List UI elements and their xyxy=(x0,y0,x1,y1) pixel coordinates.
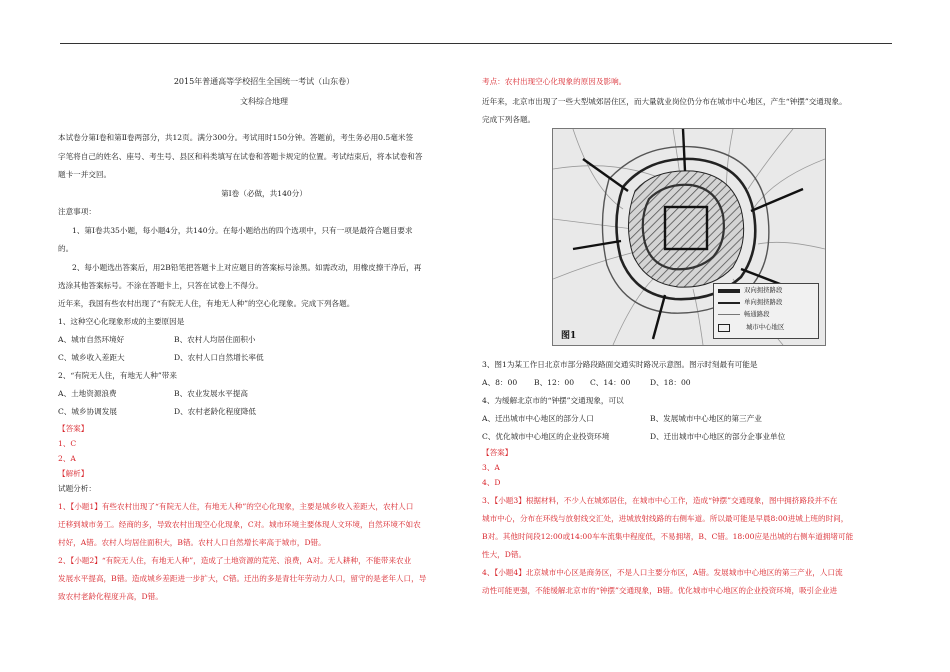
top-rule xyxy=(60,43,892,44)
option-2a: A、土地资源浪费 xyxy=(58,389,117,398)
explanation-line: 村好，A错。农村人均居住面积大，B错。农村人口自然增长率高于城市，D错。 xyxy=(58,538,326,547)
option-1d: D、农村人口自然增长率低 xyxy=(174,353,264,362)
question-3: 3、图1为某工作日北京市部分路段路面交通实时路况示意图。图示时刻最有可能是 xyxy=(482,360,758,369)
kaodian-line: 考点：农村出现空心化现象的原因及影响。 xyxy=(482,77,627,86)
analysis-label: 【解析】 xyxy=(58,469,89,478)
question-2: 2、“有院无人住，有地无人种”带来 xyxy=(58,371,177,380)
explanation-line: 2、【小题2】“有院无人住，有地无人种”，造成了土地资源的荒芜、浪费，A对。无人耕种，不能带来农业 xyxy=(58,556,412,565)
option-2d: D、农村老龄化程度降低 xyxy=(174,407,257,416)
clear-swatch xyxy=(718,314,740,315)
note-line: 的。 xyxy=(58,244,74,253)
explanation-line: 3、【小题3】根据材料，不少人在城郊居住，在城市中心工作，造成“钟摆”交通现象，图中拥挤路段并不在 xyxy=(482,496,838,505)
option-1c: C、城乡收入差距大 xyxy=(58,353,125,362)
legend-two-way xyxy=(718,286,782,295)
map-legend xyxy=(713,283,819,339)
option-2b: B、农业发展水平提高 xyxy=(174,389,248,398)
answer-1: 1、C xyxy=(58,439,77,448)
option-3c: C、14：00 xyxy=(590,378,631,387)
legend-text: 单向拥挤路段 xyxy=(744,298,783,306)
explanation-line: 性大，D错。 xyxy=(482,550,527,559)
explanation-line: 动性可能更强，不能缓解北京市的“钟摆”交通现象，B错。优化城市中心地区的企业投资环境，吸引企业进 xyxy=(482,586,838,595)
paper-title: 2015年普通高等学校招生全国统一考试（山东卷） xyxy=(173,77,355,86)
intro-line: 题卡一并交回。 xyxy=(58,170,112,179)
answer-label: 【答案】 xyxy=(482,448,513,457)
analysis-heading: 试题分析： xyxy=(58,484,96,493)
option-3b: B、12：00 xyxy=(534,378,575,387)
answer-3: 3、A xyxy=(482,463,500,472)
paper-subtitle: 文科综合地理 xyxy=(240,97,288,106)
answer-2: 2、A xyxy=(58,454,76,463)
explanation-line: 城市中心，分布在环线与放射线交汇处，进城放射线路的右侧车道。所以最可能是早晨8:00进城上班的时间， xyxy=(482,514,849,523)
explanation-line: 4、【小题4】北京城市中心区是商务区，不是人口主要分布区，A错。发展城市中心地区的第三产业，人口流 xyxy=(482,568,843,577)
option-2c: C、城乡协调发展 xyxy=(58,407,117,416)
intro-line: 字笔将自己的姓名、座号、考生号、县区和科类填写在试卷和答题卡规定的位置。考试结束后，将本试卷和答 xyxy=(58,152,423,161)
question-stem: 完成下列各题。 xyxy=(482,115,536,124)
option-4a: A、迁出城市中心地区的部分人口 xyxy=(482,414,594,423)
option-4c: C、优化城市中心地区的企业投资环境 xyxy=(482,432,610,441)
one-way-swatch xyxy=(718,302,740,304)
explanation-line: 发展水平提高，B错。造成城乡差距进一步扩大，C错。迁出的多是青壮年劳动力人口，留守的是老年人口，导 xyxy=(58,574,427,583)
note-line: 1、第Ⅰ卷共35小题，每小题4分，共140分。在每小题给出的四个选项中，只有一项是最符合题目要求 xyxy=(72,226,413,235)
intro-line: 本试卷分第Ⅰ卷和第Ⅱ卷两部分，共12页。满分300分。考试用时150分钟。答题前，考生务必用0.5毫米签 xyxy=(58,133,414,142)
note-line: 2、每小题选出答案后，用2B铅笔把答题卡上对应题目的答案标号涂黑。如需改动，用橡皮擦干净后，再 xyxy=(72,263,422,272)
explanation-line: 1、【小题1】有些农村出现了“有院无人住，有地无人种”的空心化现象，主要是城乡收入差距大，农村人口 xyxy=(58,502,414,511)
answer-label: 【答案】 xyxy=(58,424,89,433)
legend-text: 畅通路段 xyxy=(744,310,770,318)
explanation-line: 迁移到城市务工。经商的多，导致农村出现空心化现象，C对。城市环境主要体现人文环境，自然环境不如农 xyxy=(58,520,421,529)
question-stem: 近年来，北京市出现了一些大型城郊居住区，而大量就业岗位仍分布在城市中心地区，产生“钟摆”交通现象。 xyxy=(482,97,847,106)
option-4b: B、发展城市中心地区的第三产业 xyxy=(650,414,762,423)
option-3a: A、8：00 xyxy=(482,378,518,387)
answer-4: 4、D xyxy=(482,478,501,487)
option-3d: D、18：00 xyxy=(650,378,691,387)
notes-heading: 注意事项： xyxy=(58,207,96,216)
explanation-line: B对。其他时间段12:00或14:00车车流集中程度低，不易拥堵，B、C错。18:00应是出城的右侧车道拥堵可能 xyxy=(482,532,854,541)
figure-label: 图1 xyxy=(561,331,577,341)
question-stem: 近年来，我国有些农村出现了“有院无人住，有地无人种”的空心化现象。完成下列各题。 xyxy=(58,299,355,308)
question-4: 4、为缓解北京市的“钟摆”交通现象，可以 xyxy=(482,396,624,405)
option-4d: D、迁出城市中心地区的部分企事业单位 xyxy=(650,432,786,441)
legend-one-way xyxy=(718,298,782,307)
explanation-line: 致农村老龄化程度升高，D错。 xyxy=(58,592,163,601)
question-1: 1、这种空心化现象形成的主要原因是 xyxy=(58,317,185,326)
traffic-map-figure xyxy=(552,128,826,346)
note-line: 选涂其他答案标号。不涂在答题卡上，只答在试卷上不得分。 xyxy=(58,281,264,290)
part1-title: 第Ⅰ卷（必做，共140分） xyxy=(221,189,307,198)
legend-text: 双向拥挤路段 xyxy=(744,286,783,294)
two-way-swatch xyxy=(718,289,740,293)
legend-clear xyxy=(718,310,770,319)
option-1a: A、城市自然环境好 xyxy=(58,335,125,344)
option-1b: B、农村人均居住面积小 xyxy=(174,335,256,344)
legend-text: 城市中心地区 xyxy=(746,323,785,331)
legend-center xyxy=(718,323,784,332)
center-swatch xyxy=(718,324,730,332)
